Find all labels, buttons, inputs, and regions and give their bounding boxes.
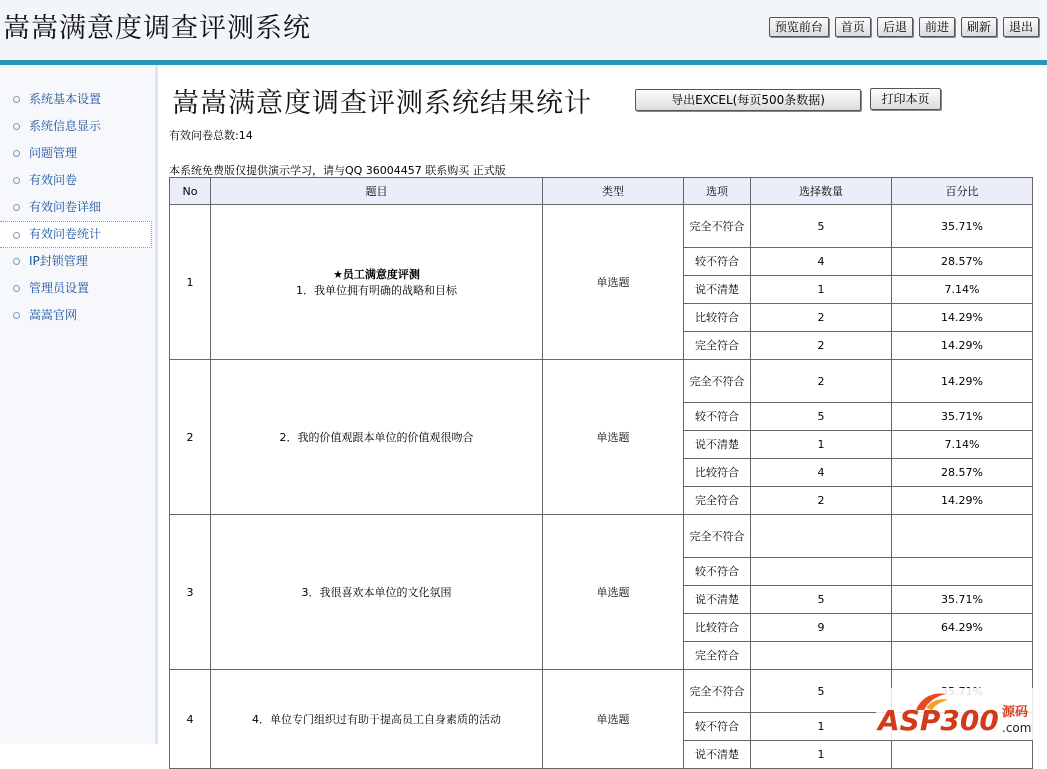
question-type: 单选题: [543, 360, 684, 515]
option-percent: 7.14%: [892, 431, 1033, 459]
option-percent: 7.14%: [892, 276, 1033, 304]
sidebar-item-label: 管理员设置: [29, 281, 90, 295]
option-label: 完全符合: [684, 332, 751, 360]
option-label: 说不清楚: [684, 431, 751, 459]
option-count: 5: [751, 586, 892, 614]
col-count: 选择数量: [751, 178, 892, 205]
option-count: 2: [751, 360, 892, 403]
export-excel-button[interactable]: 导出EXCEL(每页500条数据): [635, 89, 861, 111]
sidebar-item[interactable]: [0, 86, 155, 113]
col-option: 选项: [684, 178, 751, 205]
watermark-domain: .com: [1002, 721, 1032, 735]
bullet-icon: [13, 150, 20, 157]
sidebar: [0, 65, 158, 744]
print-page-button[interactable]: 打印本页: [870, 88, 941, 110]
question-text: 2．我的价值观跟本单位的价值观很吻合: [279, 431, 474, 444]
option-percent: [892, 558, 1033, 586]
results-table: [169, 177, 1033, 769]
preview-frontend-button[interactable]: 预览前台: [769, 17, 829, 37]
bullet-icon: [13, 204, 20, 211]
option-percent: 35.71%: [892, 403, 1033, 431]
bullet-icon: [13, 123, 20, 130]
option-count: 2: [751, 332, 892, 360]
table-row: [170, 205, 1033, 248]
col-question: 题目: [211, 178, 543, 205]
option-count: 9: [751, 614, 892, 642]
option-count: 5: [751, 670, 892, 713]
question-text: 1．我单位拥有明确的战略和目标: [296, 284, 457, 297]
bullet-icon: [13, 232, 20, 239]
sidebar-item-label: 系统信息显示: [29, 119, 102, 133]
toolbar: [769, 17, 1039, 37]
question-text: 3．我很喜欢本单位的文化氛围: [301, 586, 452, 599]
bullet-icon: [13, 96, 20, 103]
question-cell: [211, 515, 543, 670]
option-count: 1: [751, 713, 892, 741]
app-title: 嵩嵩满意度调查评测系统: [3, 13, 311, 44]
watermark-brand: ASP300: [878, 704, 999, 737]
option-count: 1: [751, 741, 892, 769]
option-count: 5: [751, 403, 892, 431]
option-label: 完全不符合: [684, 515, 751, 558]
option-label: 较不符合: [684, 403, 751, 431]
sidebar-item-label: 有效问卷详细: [29, 200, 102, 214]
bullet-icon: [13, 285, 20, 292]
home-button[interactable]: 首页: [835, 17, 871, 37]
sidebar-item[interactable]: [0, 302, 155, 329]
option-percent: 14.29%: [892, 487, 1033, 515]
bullet-icon: [13, 312, 20, 319]
question-section: ★员工满意度评测: [333, 268, 420, 281]
option-percent: [892, 642, 1033, 670]
option-label: 比较符合: [684, 304, 751, 332]
option-percent: 35.71%: [892, 586, 1033, 614]
refresh-button[interactable]: 刷新: [961, 17, 997, 37]
sidebar-item[interactable]: [0, 113, 155, 140]
option-percent: 28.57%: [892, 248, 1033, 276]
option-label: 较不符合: [684, 248, 751, 276]
sidebar-item[interactable]: [0, 194, 155, 221]
question-type: 单选题: [543, 515, 684, 670]
option-label: 较不符合: [684, 713, 751, 741]
logout-button[interactable]: 退出: [1003, 17, 1039, 37]
question-no: 4: [170, 670, 211, 769]
sidebar-item[interactable]: [0, 221, 152, 248]
bullet-icon: [13, 258, 20, 265]
question-type: 单选题: [543, 205, 684, 360]
option-label: 较不符合: [684, 558, 751, 586]
option-count: [751, 642, 892, 670]
table-row: [170, 360, 1033, 403]
option-count: 1: [751, 431, 892, 459]
sidebar-item[interactable]: [0, 275, 155, 302]
option-label: 比较符合: [684, 614, 751, 642]
option-count: 2: [751, 304, 892, 332]
option-label: 完全不符合: [684, 360, 751, 403]
option-percent: [892, 515, 1033, 558]
option-label: 比较符合: [684, 459, 751, 487]
option-percent: 35.71%: [892, 205, 1033, 248]
option-count: 1: [751, 276, 892, 304]
option-label: 完全符合: [684, 487, 751, 515]
option-count: 2: [751, 487, 892, 515]
main-content: [160, 65, 1047, 761]
table-header-row: [170, 178, 1033, 205]
col-percent: 百分比: [892, 178, 1033, 205]
col-no: No: [170, 178, 211, 205]
sidebar-item[interactable]: [0, 248, 155, 275]
option-percent: 28.57%: [892, 459, 1033, 487]
license-notice: 本系统免费版仅提供演示学习，请与QQ 36004457 联系购买 正式版: [169, 164, 506, 177]
watermark-suffix: 源码: [1002, 705, 1029, 720]
sidebar-item[interactable]: [0, 140, 155, 167]
page-title: 嵩嵩满意度调查评测系统结果统计: [172, 88, 592, 119]
option-count: 4: [751, 459, 892, 487]
option-label: 完全不符合: [684, 205, 751, 248]
sidebar-item-label: IP封锁管理: [29, 254, 88, 268]
option-count: 4: [751, 248, 892, 276]
table-row: [170, 515, 1033, 558]
question-cell: [211, 360, 543, 515]
question-cell: [211, 670, 543, 769]
question-type: 单选题: [543, 670, 684, 769]
sidebar-item[interactable]: [0, 167, 155, 194]
option-count: 5: [751, 205, 892, 248]
option-label: 完全符合: [684, 642, 751, 670]
sidebar-item-label: 有效问卷统计: [29, 227, 102, 241]
question-no: 3: [170, 515, 211, 670]
option-label: 完全不符合: [684, 670, 751, 713]
total-count: 有效问卷总数:14: [169, 129, 253, 142]
option-count: [751, 558, 892, 586]
option-percent: 14.29%: [892, 304, 1033, 332]
forward-button[interactable]: 前进: [919, 17, 955, 37]
sidebar-item-label: 嵩嵩官网: [29, 308, 78, 322]
option-percent: [892, 741, 1033, 769]
option-label: 说不清楚: [684, 741, 751, 769]
question-cell: [211, 205, 543, 360]
question-no: 2: [170, 360, 211, 515]
col-type: 类型: [543, 178, 684, 205]
asp300-watermark: [876, 688, 1044, 740]
option-percent: 64.29%: [892, 614, 1033, 642]
bullet-icon: [13, 177, 20, 184]
option-label: 说不清楚: [684, 276, 751, 304]
option-label: 说不清楚: [684, 586, 751, 614]
option-percent: 14.29%: [892, 360, 1033, 403]
sidebar-item-label: 系统基本设置: [29, 92, 102, 106]
option-percent: 14.29%: [892, 332, 1033, 360]
sidebar-item-label: 有效问卷: [29, 173, 78, 187]
sidebar-item-label: 问题管理: [29, 146, 78, 160]
option-count: [751, 515, 892, 558]
back-button[interactable]: 后退: [877, 17, 913, 37]
question-no: 1: [170, 205, 211, 360]
question-text: 4．单位专门组织过有助于提高员工自身素质的活动: [252, 713, 501, 726]
header: [0, 0, 1047, 60]
